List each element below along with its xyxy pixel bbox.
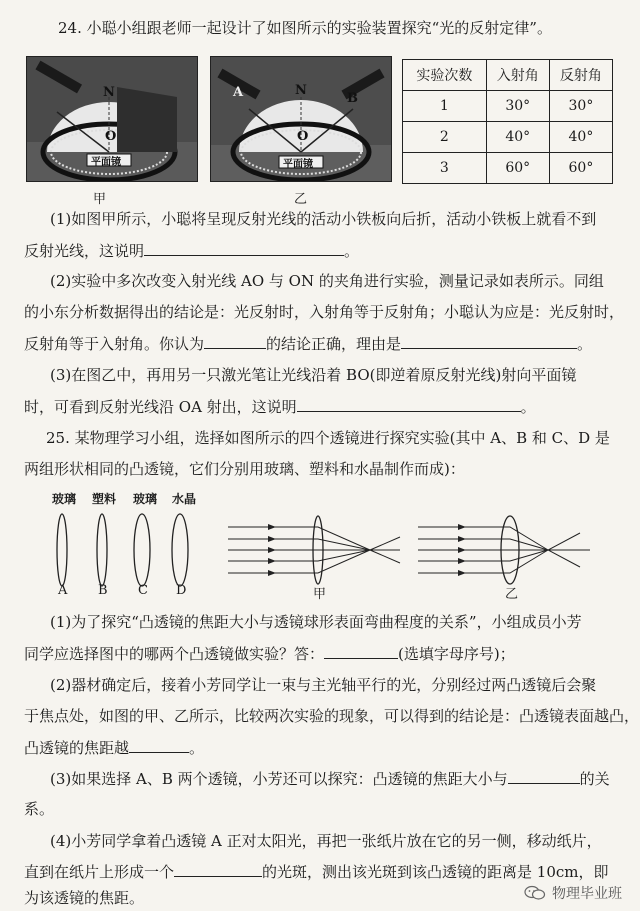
q25-p1-line2 [24,643,515,664]
photo-yi-mirror-label: 平面镜 [283,159,313,170]
q24-intro: 24. 小聪小组跟老师一起设计了如图所示的实验装置探究“光的反射定律”。 [58,19,552,37]
q24-p2-line1: (2)实验中多次改变入射光线 AO 与 ON 的夹角进行实验，测量记录如表所示。同组 [50,272,604,290]
lens-letter-a: A [58,583,68,598]
photo-yi [210,56,392,182]
lens-d-shape [172,514,188,586]
table-row [403,91,613,122]
ray-diagram-yi [418,516,590,584]
answer-blank[interactable] [204,333,266,349]
photo-jia-o-label: O [105,129,117,144]
q25-p3-line2: 系。 [24,800,55,818]
photo-yi-b-label: B [347,91,358,106]
q25-p1-line2-text: 同学应选择图中的哪两个凸透镜做实验？答： [24,645,325,663]
lens-a-shape [57,514,67,586]
table-cell: 40° [486,122,549,153]
table-row [403,122,613,153]
q25-intro-line1: 25. 某物理学习小组，选择如图所示的四个透镜进行探究实验(其中 A、B 和 C、D 是 [46,429,610,447]
lens-letter-b: B [98,583,108,598]
lens-material-a: 玻璃 [52,492,77,506]
table-header-cell: 入射角 [486,60,549,91]
q25-p2-line2: 于焦点处，如图的甲、乙所示，比较两次实验的现象，可以得到的结论是：凸透镜表面越凸， [24,707,640,725]
q24-p2-line2: 的小东分析数据得出的结论是：光反射时，入射角等于反射角；小聪认为应是：光反射时， [24,303,625,321]
period: 。 [189,739,205,757]
table-cell: 40° [549,122,612,153]
lens-c-shape [134,514,150,586]
photo-yi-n-label: N [295,83,307,98]
q25-p4-line2-text: 直到在纸片上形成一个 [24,863,175,881]
q25-p2-line3-text: 凸透镜的焦距越 [24,739,130,757]
q25-p1-line2-tail: (选填字母序号)； [398,645,515,663]
q24-p1-line2-text: 反射光线，这说明 [24,242,145,260]
q25-p3-line1 [50,768,610,789]
table-cell: 60° [486,153,549,184]
caption-jia: 甲 [93,192,107,207]
table-row [403,153,613,184]
answer-blank[interactable] [401,333,577,349]
diagram-caption-jia: 甲 [313,587,327,602]
lens-material-d: 水晶 [172,492,197,506]
lens-letter-c: C [138,583,148,598]
wechat-icon [524,885,546,901]
answer-blank[interactable] [508,768,580,784]
reflection-data-table [402,59,613,184]
period: 。 [577,335,593,353]
q25-p2-line3 [24,737,204,758]
watermark [524,883,622,903]
photo-jia-n-label: N [103,85,115,100]
q25-intro-line2: 两组形状相同的凸透镜，它们分别用玻璃、塑料和水晶制作而成)： [24,460,465,478]
q24-p3-line1: (3)在图乙中，再用另一只激光笔让光线沿着 BO(即逆着原反射光线)射向平面镜 [50,366,577,384]
table-cell: 30° [486,91,549,122]
q24-p1-line2 [24,240,359,261]
table-cell: 2 [403,122,487,153]
diagram-caption-yi: 乙 [505,587,519,602]
q25-p4-line3: 为该透镜的焦距。 [24,889,145,907]
q24-p3-line2 [24,396,536,417]
q24-p1-line1: (1)如图甲所示，小聪将呈现反射光线的活动小铁板向后折，活动小铁板上就看不到 [50,210,597,228]
table-header-row [403,60,613,91]
table-cell: 30° [549,91,612,122]
q24-p2-line3-mid: 的结论正确，理由是 [266,335,402,353]
table-cell: 1 [403,91,487,122]
lens-material-c: 玻璃 [133,492,158,506]
photo-jia-mirror-label: 平面镜 [91,157,121,168]
table-cell: 3 [403,153,487,184]
photo-jia [26,56,198,182]
q24-p2-line3 [24,333,592,354]
q25-p4-line2-tail: 的光斑，测出该光斑到该凸透镜的距离是 10cm，即 [262,863,609,881]
q25-p3-line1-tail: 的关 [579,770,610,788]
photo-yi-o-label: O [297,129,309,144]
lens-letter-d: D [176,583,187,598]
table-cell: 60° [549,153,612,184]
answer-blank[interactable] [297,396,521,412]
watermark-text: 物理毕业班 [552,886,622,902]
q25-p1-line1: (1)为了探究“凸透镜的焦距大小与透镜球形表面弯曲程度的关系”，小组成员小芳 [50,613,582,631]
answer-blank[interactable] [144,240,344,256]
caption-yi: 乙 [294,192,308,207]
table-header-cell: 实验次数 [403,60,487,91]
lens-material-b: 塑料 [92,492,117,506]
q25-p4-line2 [24,861,609,882]
table-header-cell: 反射角 [549,60,612,91]
answer-blank[interactable] [324,643,398,659]
period: 。 [344,242,360,260]
answer-blank[interactable] [129,737,189,753]
answer-blank[interactable] [174,861,262,877]
photo-yi-a-label: A [233,85,244,100]
q25-p3-line1-text: (3)如果选择 A、B 两个透镜，小芳还可以探究：凸透镜的焦距大小与 [50,770,508,788]
ray-diagram-jia [228,516,400,584]
q24-p3-line2-text: 时，可看到反射光线沿 OA 射出，这说明 [24,398,297,416]
q24-p2-line3-text: 反射角等于入射角。你认为 [24,335,205,353]
period: 。 [520,398,536,416]
lens-b-shape [97,514,107,586]
q25-p4-line1: (4)小芳同学拿着凸透镜 A 正对太阳光，再把一张纸片放在它的另一侧，移动纸片， [50,832,602,850]
q25-p2-line1: (2)器材确定后，接着小芳同学让一束与主光轴平行的光，分别经过两凸透镜后会聚 [50,676,597,694]
